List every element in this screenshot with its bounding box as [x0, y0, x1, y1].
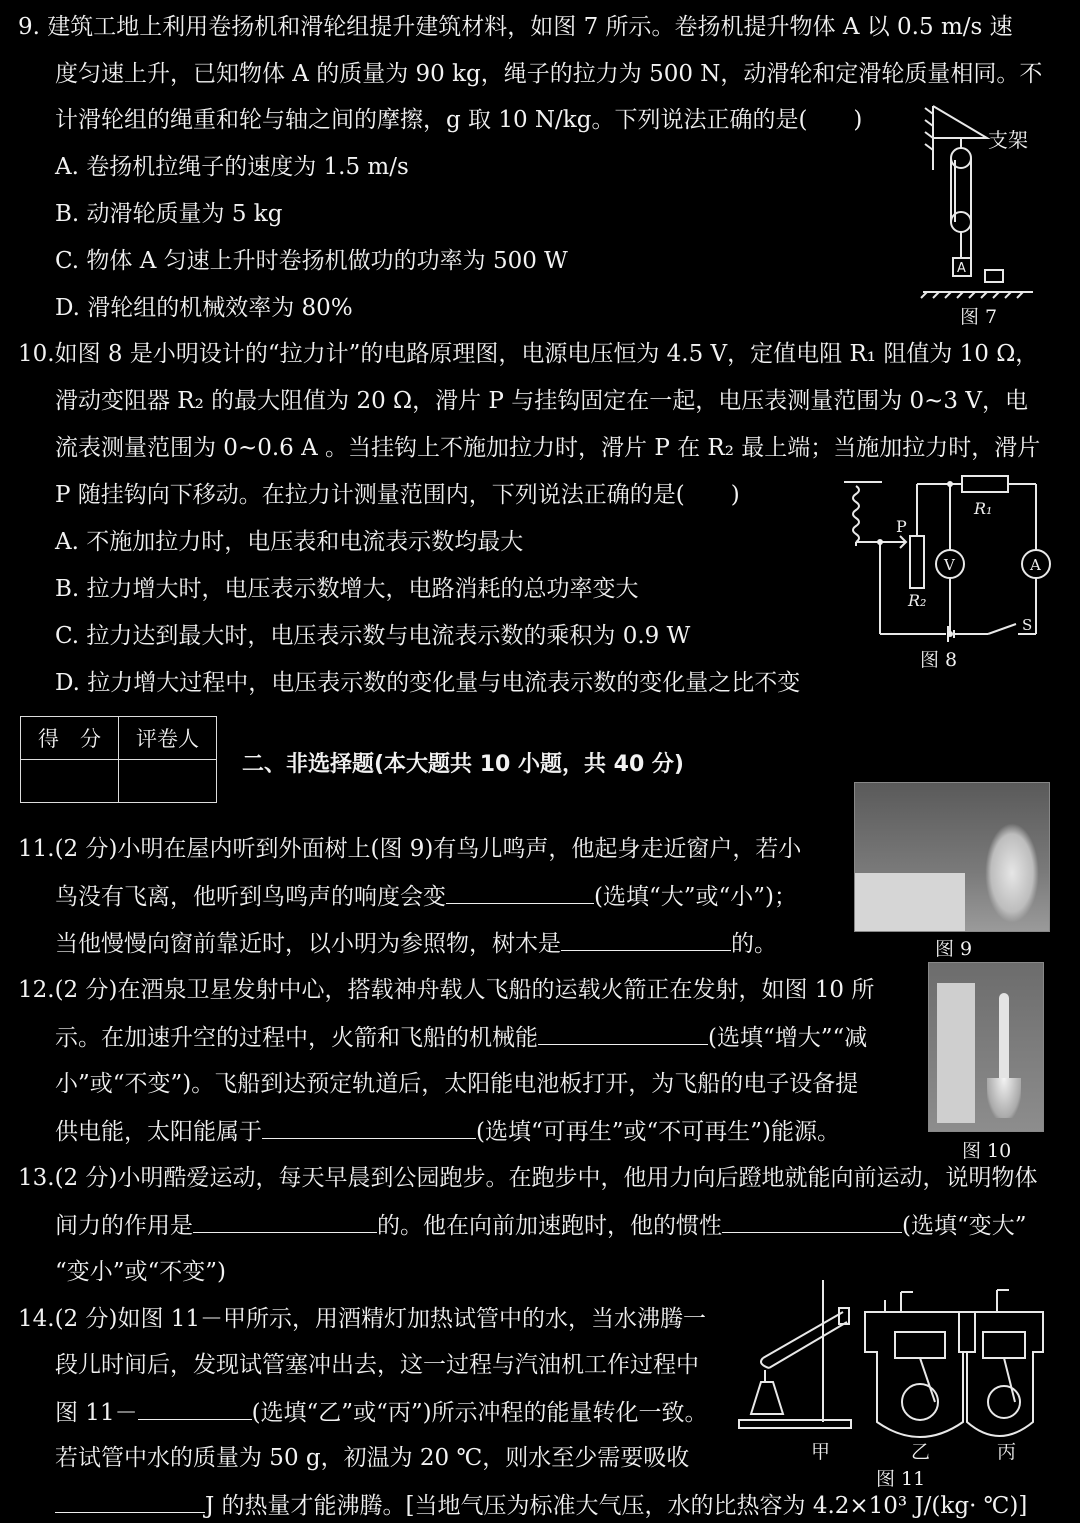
- q9-option-d[interactable]: D. 滑轮组的机械效率为 80%: [55, 295, 353, 321]
- q14-line-2: 段儿时间后，发现试管塞冲出去，这一过程与汽油机工作过程中: [55, 1352, 699, 1378]
- q12-line-3: 小”或“不变”)。飞船到达预定轨道后，太阳能电池板打开，为飞船的电子设备提: [55, 1071, 859, 1097]
- q10-line-4: P 随挂钩向下移动。在拉力计测量范围内，下列说法正确的是( ): [55, 482, 740, 508]
- q9-line-3: 计滑轮组的绳重和轮与轴之间的摩擦，g 取 10 N/kg。下列说法正确的是( ): [55, 107, 863, 133]
- q11-line-1: 11.(2 分)小明在屋内听到外面树上(图 9)有鸟儿鸣声，他起身走近窗户，若小: [18, 836, 802, 862]
- figure-8-r1-label: R₁: [974, 499, 993, 518]
- q9-line-1: 9. 建筑工地上利用卷扬机和滑轮组提升建筑材料，如图 7 所示。卷扬机提升物体 A 以 0.5 m/s 速: [18, 14, 1013, 40]
- figure-11-caption: 图 11: [876, 1468, 926, 1490]
- figure-7-object-a-label: A: [957, 261, 966, 276]
- q9-line-2: 度匀速上升，已知物体 A 的质量为 90 kg，绳子的拉力为 500 N，动滑轮和定滑轮质量相同。不: [55, 61, 1043, 87]
- figure-11-bing-label: 丙: [997, 1441, 1017, 1462]
- q14-blank-2[interactable]: [55, 1490, 205, 1513]
- q12-blank-1[interactable]: [538, 1022, 708, 1045]
- q13-line-2: 间力的作用是 的。他在向前加速跑时，他的惯性 (选填“变大”: [55, 1210, 1027, 1241]
- q14-line-1: 14.(2 分)如图 11－甲所示，用酒精灯加热试管中的水，当水沸腾一: [18, 1306, 707, 1332]
- q10-line-1: 10.如图 8 是小明设计的“拉力计”的电路原理图，电源电压恒为 4.5 V，定值电阻 R₁ 阻值为 10 Ω，: [18, 341, 1039, 367]
- q14-line-3: 图 11－ (选填“乙”或“丙”)所示冲程的能量转化一致。: [55, 1397, 708, 1428]
- section-2-heading: 二、非选择题(本大题共 10 小题，共 40 分): [242, 752, 684, 777]
- q13-line-3: “变小”或“不变”): [55, 1259, 227, 1285]
- figure-9-caption: 图 9: [935, 938, 973, 960]
- figure-11-jia-label: 甲: [811, 1441, 831, 1462]
- q10-line-2: 滑动变阻器 R₂ 的最大阻值为 20 Ω，滑片 P 与挂钩固定在一起，电压表测量范围为 0~3 V，电: [55, 388, 1028, 414]
- score-cell[interactable]: [21, 760, 119, 803]
- figure-8-switch-label: S: [1022, 616, 1033, 634]
- q12-line-2: 示。在加速升空的过程中，火箭和飞船的机械能 (选填“增大”“减: [55, 1022, 867, 1053]
- q10-option-d[interactable]: D. 拉力增大过程中，电压表示数的变化量与电流表示数的变化量之比不变: [55, 670, 801, 696]
- q11-line-3: 当他慢慢向窗前靠近时，以小明为参照物，树木是 的。: [55, 928, 777, 959]
- q13-line-1: 13.(2 分)小明酷爱运动，每天早晨到公园跑步。在跑步中，他用力向后蹬地就能向前运动，说明物体: [18, 1165, 1038, 1191]
- grader-cell[interactable]: [119, 760, 217, 803]
- figure-8-circuit-diagram: [838, 474, 1060, 644]
- grader-header: 评卷人: [119, 717, 217, 760]
- q14-blank-1[interactable]: [138, 1397, 252, 1420]
- q11-line-2: 鸟没有飞离，他听到鸟鸣声的响度会变 (选填“大”或“小”)；: [55, 881, 797, 912]
- q9-option-b[interactable]: B. 动滑轮质量为 5 kg: [55, 201, 283, 227]
- figure-10-rocket-photo: [928, 962, 1044, 1132]
- figure-7-caption: 图 7: [960, 306, 998, 328]
- figure-10-caption: 图 10: [962, 1140, 1012, 1162]
- q14-line-4: 若试管中水的质量为 50 g，初温为 20 ℃，则水至少需要吸收: [55, 1445, 690, 1471]
- figure-11-yi-label: 乙: [911, 1441, 931, 1462]
- figure-8-caption: 图 8: [920, 649, 958, 671]
- score-table: [20, 716, 217, 803]
- q10-line-3: 流表测量范围为 0~0.6 A 。当挂钩上不施加拉力时，滑片 P 在 R₂ 最上端；当施加拉力时，滑片: [55, 435, 1041, 461]
- q10-option-c[interactable]: C. 拉力达到最大时，电压表示数与电流表示数的乘积为 0.9 W: [55, 623, 691, 649]
- q12-line-4: 供电能，太阳能属于 (选填“可再生”或“不可再生”)能源。: [55, 1116, 840, 1147]
- q11-blank-2[interactable]: [561, 928, 731, 951]
- figure-7-support-label: 支架: [988, 128, 1028, 152]
- q10-option-a[interactable]: A. 不施加拉力时，电压表和电流表示数均最大: [55, 529, 524, 555]
- figure-8-ammeter-label: A: [1030, 556, 1041, 574]
- q12-blank-2[interactable]: [262, 1116, 476, 1139]
- score-header: 得 分: [21, 717, 119, 760]
- figure-8-p-label: P: [896, 517, 907, 536]
- q10-option-b[interactable]: B. 拉力增大时，电压表示数增大，电路消耗的总功率变大: [55, 576, 639, 602]
- q13-blank-2[interactable]: [722, 1210, 902, 1233]
- figure-8-r2-label: R₂: [908, 591, 927, 610]
- q9-option-c[interactable]: C. 物体 A 匀速上升时卷扬机做功的功率为 500 W: [55, 248, 568, 274]
- figure-11-apparatus-diagram: [735, 1272, 1050, 1462]
- q11-blank-1[interactable]: [446, 881, 594, 904]
- q12-line-1: 12.(2 分)在酒泉卫星发射中心，搭载神舟载人飞船的运载火箭正在发射，如图 10 所: [18, 977, 875, 1003]
- figure-8-voltmeter-label: V: [944, 556, 955, 574]
- figure-9-tree-photo: [854, 782, 1050, 932]
- q14-line-5: J 的热量才能沸腾。[当地气压为标准大气压，水的比热容为 4.2×10³ J/(kg· ℃)]: [55, 1490, 1027, 1521]
- q9-option-a[interactable]: A. 卷扬机拉绳子的速度为 1.5 m/s: [55, 154, 409, 180]
- q13-blank-1[interactable]: [193, 1210, 377, 1233]
